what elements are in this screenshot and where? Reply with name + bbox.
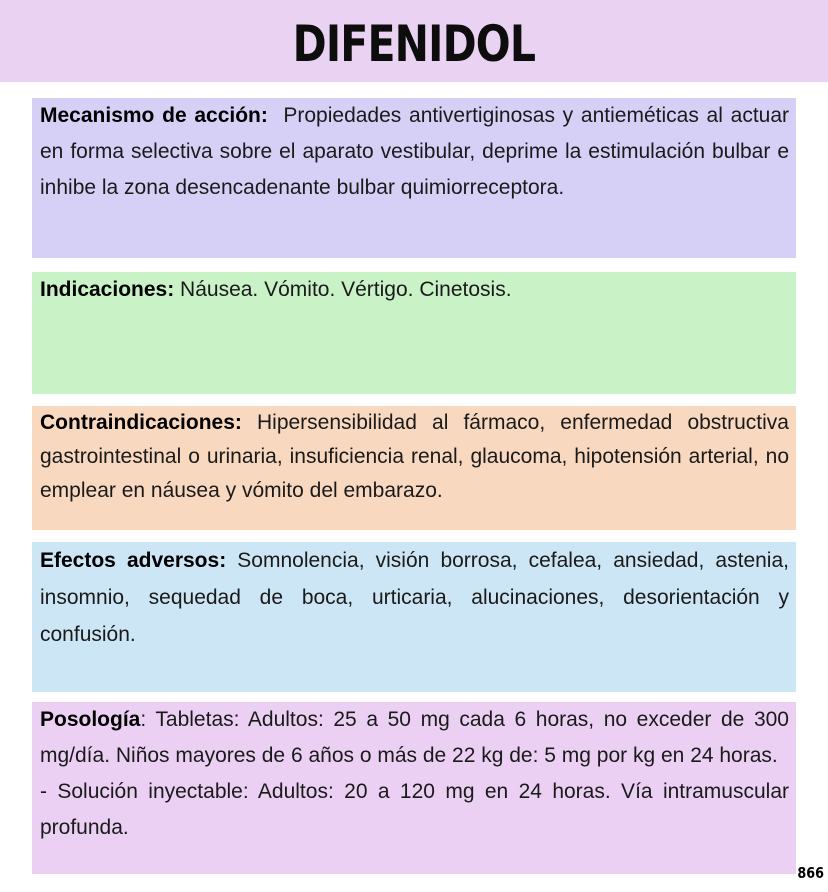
indicaciones-label: Indicaciones: xyxy=(40,278,175,301)
mecanismo-label: Mecanismo de acción: xyxy=(40,104,268,127)
contraindicaciones-label: Contraindicaciones: xyxy=(40,411,242,434)
posologia-label: Posología xyxy=(40,708,141,731)
section-indicaciones xyxy=(32,272,796,394)
efectos-text: Somnolencia, visión borrosa, cefalea, ansiedad, astenia, insomnio, sequedad de boca, urticaria, alucinaciones, desorientación y confusión. xyxy=(40,549,789,646)
mecanismo-text: Propiedades antivertiginosas y antieméticas al actuar en forma selectiva sobre el aparato vestibular, deprime la estimulación bulbar e inhibe la zona desencadenante bulbar quimiorreceptora. xyxy=(40,104,790,199)
section-efectos-adversos xyxy=(32,542,796,692)
section-mecanismo xyxy=(32,98,796,258)
page-number: 866 xyxy=(797,864,824,882)
contraindicaciones-text: Hipersensibilidad al fármaco, enfermedad obstructiva gastrointestinal o urinaria, insuficiencia renal, glaucoma, hipotensión arterial, no emplear en náusea y vómito del embarazo. xyxy=(40,411,789,502)
title-bar xyxy=(0,0,828,82)
section-posologia xyxy=(32,702,796,874)
page-title: DIFENIDOL xyxy=(292,15,536,73)
posologia-text-inyectable: - Solución inyectable: Adultos: 20 a 120 mg en 24 horas. Vía intramuscular profunda. xyxy=(40,780,789,839)
posologia-text-tabletas: : Tabletas: Adultos: 25 a 50 mg cada 6 horas, no exceder de 300 mg/día. Niños mayores de 6 años o más de 22 kg de: 5 mg por kg en 24 horas. xyxy=(40,708,789,767)
section-contraindicaciones xyxy=(32,406,796,530)
efectos-label: Efectos adversos: xyxy=(40,549,227,572)
indicaciones-text: Náusea. Vómito. Vértigo. Cinetosis. xyxy=(180,278,512,301)
